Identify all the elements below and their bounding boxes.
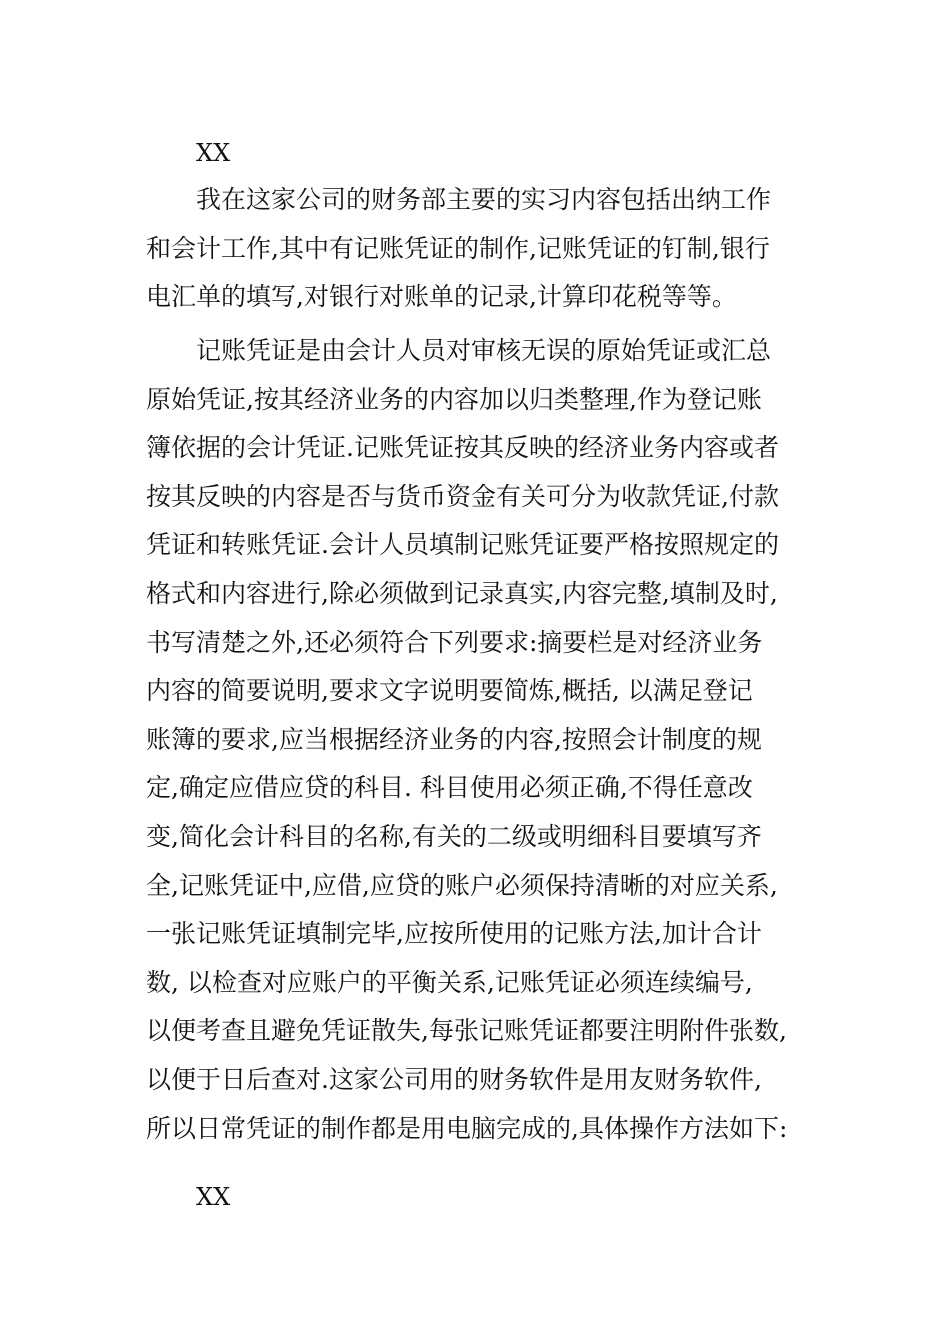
- paragraph-line: 内容的简要说明,要求文字说明要简炼,概括, 以满足登记: [146, 676, 753, 706]
- paragraph-line: 所以日常凭证的制作都是用电脑完成的,具体操作方法如下:: [146, 1113, 788, 1143]
- section-heading-top: XX: [196, 139, 231, 167]
- paragraph-internship-content: [146, 176, 816, 322]
- paragraph-line: 原始凭证,按其经济业务的内容加以归类整理,作为登记账: [146, 384, 762, 414]
- paragraph-line: 以便于日后查对.这家公司用的财务软件是用友财务软件,: [146, 1064, 762, 1094]
- paragraph-line: 账簿的要求,应当根据经济业务的内容,按照会计制度的规: [146, 724, 762, 754]
- paragraph-line: 变,简化会计科目的名称,有关的二级或明细科目要填写齐: [146, 821, 762, 851]
- paragraph-line: 一张记账凭证填制完毕,应按所使用的记账方法,加计合计: [146, 919, 762, 949]
- paragraph-line: 全,记账凭证中,应借,应贷的账户必须保持清晰的对应关系,: [146, 870, 778, 900]
- paragraph-line: 格式和内容进行,除必须做到记录真实,内容完整,填制及时,: [146, 578, 778, 608]
- paragraph-line: 数, 以检查对应账户的平衡关系,记账凭证必须连续编号,: [146, 967, 753, 997]
- paragraph-line: 和会计工作,其中有记账凭证的制作,记账凭证的钉制,银行: [146, 233, 770, 263]
- paragraph-line: 书写清楚之外,还必须符合下列要求:摘要栏是对经济业务: [146, 627, 763, 657]
- paragraph-line: 凭证和转账凭证.会计人员填制记账凭证要严格按照规定的: [146, 530, 779, 560]
- paragraph-line: 我在这家公司的财务部主要的实习内容包括出纳工作: [196, 185, 772, 214]
- paragraph-line: 以便考查且避免凭证散失,每张记账凭证都要注明附件张数,: [146, 1016, 787, 1046]
- paragraph-line: 簿依据的会计凭证.记账凭证按其反映的经济业务内容或者: [146, 433, 779, 463]
- section-heading-bottom: XX: [196, 1183, 231, 1211]
- paragraph-voucher-description: [146, 327, 816, 1153]
- paragraph-line: 按其反映的内容是否与货币资金有关可分为收款凭证,付款: [146, 481, 779, 511]
- paragraph-line: 定,确定应借应贷的科目. 科目使用必须正确,不得任意改: [146, 773, 753, 803]
- paragraph-line: 记账凭证是由会计人员对审核无误的原始凭证或汇总: [196, 336, 772, 365]
- paragraph-line: 电汇单的填写,对银行对账单的记录,计算印花税等等。: [146, 282, 737, 312]
